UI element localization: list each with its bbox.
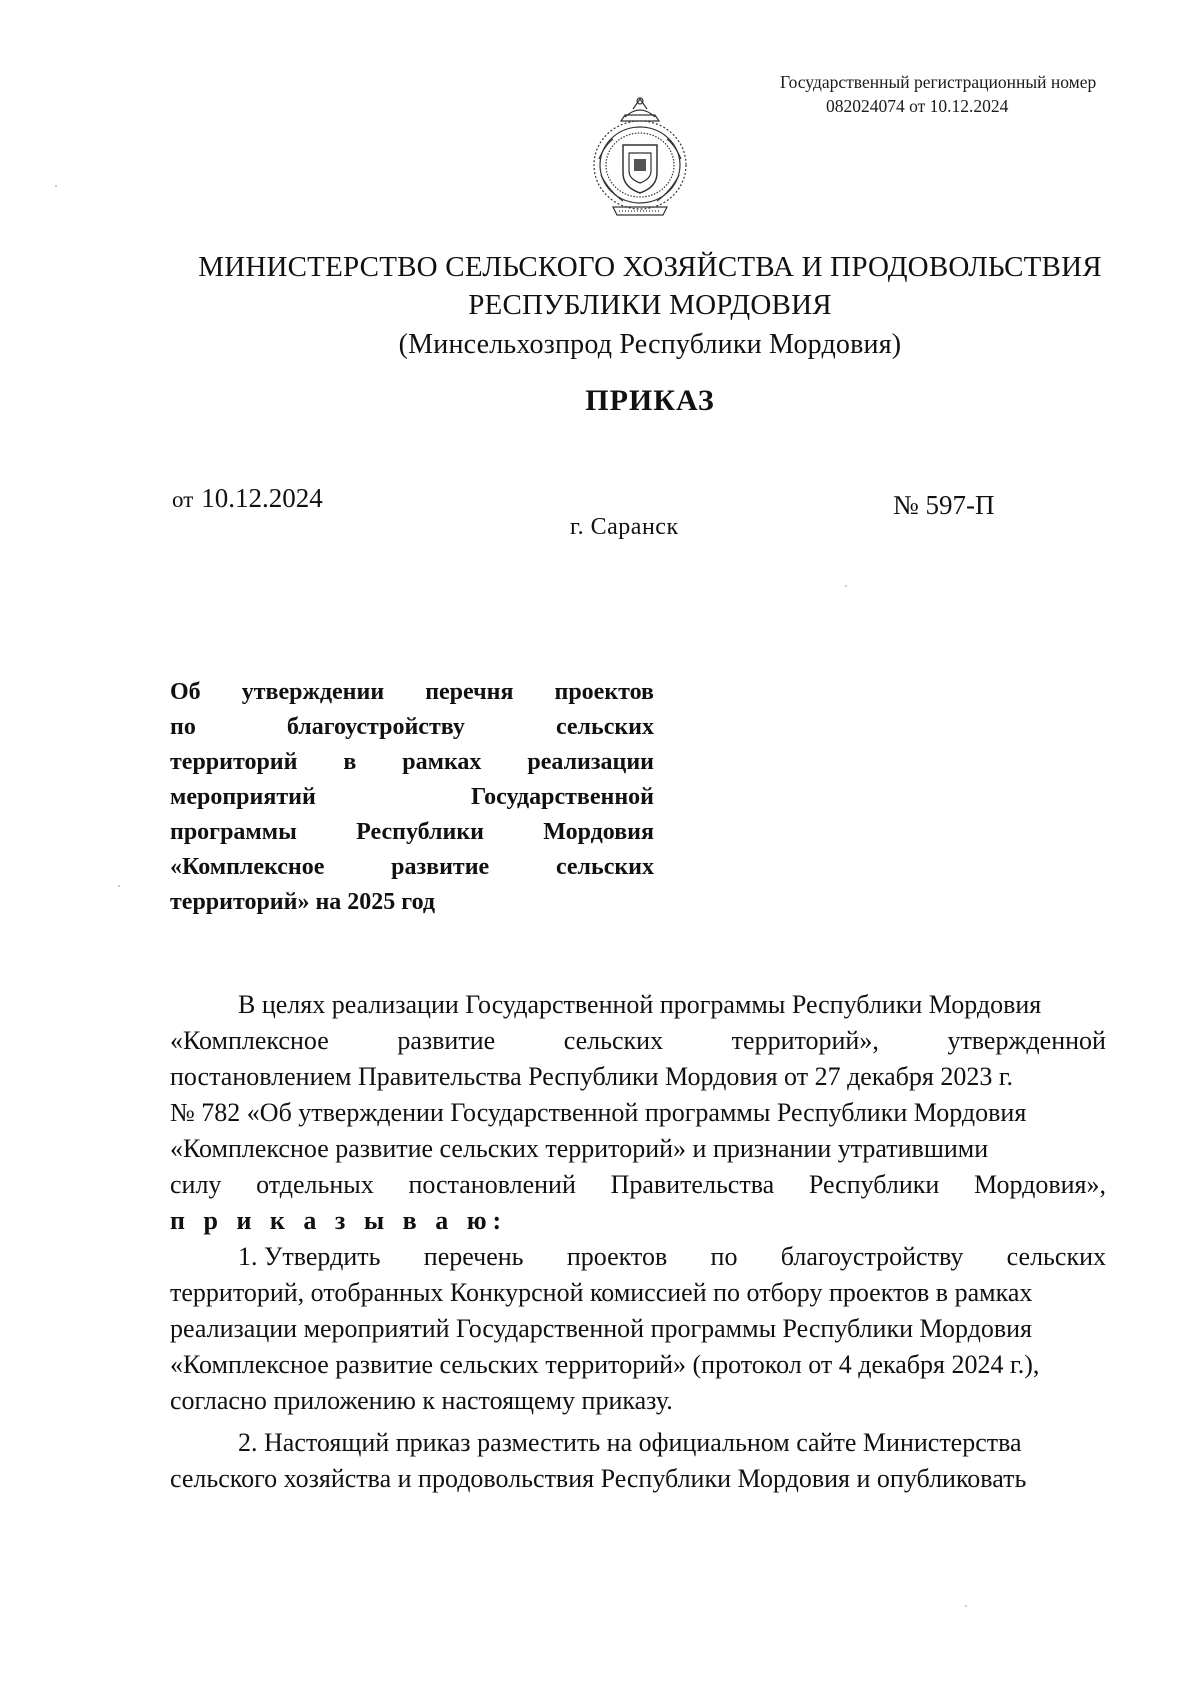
body-line	[170, 1023, 1106, 1059]
body-line	[170, 1239, 1106, 1275]
order-city: г. Саранск	[570, 514, 679, 540]
subject-word: благоустройству	[286, 714, 465, 740]
subject-word: в	[343, 749, 357, 775]
body-word: сельских	[563, 1026, 664, 1055]
body-line	[170, 987, 1106, 1023]
subject-word: Об	[170, 679, 201, 705]
body-word: постановлений	[408, 1170, 576, 1199]
subject-word: рамках	[402, 749, 482, 775]
ministry-name-line-1: МИНИСТЕРСТВО СЕЛЬСКОГО ХОЗЯЙСТВА И ПРОДОВОЛЬСТВИЯ	[198, 251, 1102, 283]
body-word: силу	[170, 1170, 222, 1199]
body-word: 1. Утвердить	[238, 1242, 381, 1271]
coat-of-arms-emblem	[585, 95, 695, 220]
body-line	[170, 1131, 1106, 1167]
body-line	[170, 1203, 1106, 1239]
body-word: согласно приложению к настоящему приказу.	[170, 1386, 673, 1415]
body-line	[170, 1461, 1106, 1497]
body-line	[170, 1275, 1106, 1311]
body-line	[170, 1383, 1106, 1419]
body-line	[170, 1311, 1106, 1347]
body-word: утвержденной	[947, 1026, 1106, 1055]
subject-word: перечня	[425, 679, 514, 705]
body-word: «Комплексное	[170, 1026, 329, 1055]
body-line	[170, 1059, 1106, 1095]
body-word: Республики	[808, 1170, 940, 1199]
body-word: Мордовия»,	[973, 1170, 1106, 1199]
body-word: Правительства	[610, 1170, 775, 1199]
body-word: перечень	[423, 1242, 524, 1271]
body-word: реализации мероприятий Государственной программы Республики Мордовия	[170, 1314, 1032, 1343]
body-word: по	[710, 1242, 738, 1271]
subject-word: утверждении	[241, 679, 385, 705]
body-word: сельских	[1006, 1242, 1106, 1271]
order-number: № 597-П	[893, 490, 995, 520]
subject-word: «Комплексное	[170, 854, 325, 880]
subject-word: по	[170, 714, 196, 740]
subject-word: проектов	[554, 679, 654, 705]
subject-line	[170, 850, 654, 885]
body-word: «Комплексное развитие сельских территорий» и признании утратившими	[170, 1134, 989, 1163]
body-word: отдельных	[256, 1170, 374, 1199]
ministry-name-line-2: РЕСПУБЛИКИ МОРДОВИЯ	[468, 289, 832, 321]
body-word: территорий, отобранных Конкурсной комиссией по отбору проектов в рамках	[170, 1278, 1033, 1307]
subject-line	[170, 780, 654, 815]
order-date	[172, 483, 323, 514]
subject-word: территорий» на 2025 год	[170, 889, 436, 915]
body-word: «Комплексное развитие сельских территорий» (протокол от 4 декабря 2024 г.),	[170, 1350, 1040, 1379]
date-value: 10.12.2024	[201, 483, 323, 513]
scan-speck	[55, 185, 57, 187]
subject-word: сельских	[555, 714, 654, 740]
subject-word: Мордовия	[543, 819, 654, 845]
subject-word: мероприятий	[170, 784, 316, 810]
registration-stamp	[780, 70, 1180, 118]
body-word: 2. Настоящий приказ разместить на официальном сайте Министерства	[238, 1428, 1022, 1457]
subject-word: Государственной	[470, 784, 654, 810]
subject-word: сельских	[555, 854, 654, 880]
subject-line	[170, 710, 654, 745]
subject-word: территорий	[170, 749, 298, 775]
scan-speck	[118, 885, 120, 887]
body-word: постановлением Правительства Республики Мордовия от 27 декабря 2023 г.	[170, 1062, 1014, 1091]
subject-line	[170, 675, 654, 710]
subject-line	[170, 745, 654, 780]
ministry-short-name: (Минсельхозпрод Республики Мордовия)	[398, 329, 902, 360]
subject-word: развитие	[391, 854, 490, 880]
date-prefix: от	[172, 487, 194, 512]
body-word: В целях реализации Государственной программы Республики Мордовия	[238, 990, 1042, 1019]
order-subject	[170, 675, 654, 920]
subject-line	[170, 815, 654, 850]
registration-line-2: 082024074 от 10.12.2024	[826, 96, 1009, 116]
order-verb: п р и к а з ы в а ю:	[170, 1206, 508, 1235]
scan-speck	[965, 1605, 967, 1607]
document-type-title: ПРИКАЗ	[585, 384, 715, 417]
registration-line-1: Государственный регистрационный номер	[780, 72, 1097, 92]
body-word: территорий»,	[731, 1026, 879, 1055]
body-word: сельского хозяйства и продовольствия Республики Мордовия и опубликовать	[170, 1464, 1027, 1493]
subject-line	[170, 885, 654, 920]
body-word: проектов	[566, 1242, 668, 1271]
body-word: № 782 «Об утверждении Государственной программы Республики Мордовия	[170, 1098, 1027, 1127]
order-body	[170, 987, 1106, 1497]
subject-word: программы	[170, 819, 297, 845]
body-line	[170, 1425, 1106, 1461]
subject-word: Республики	[356, 819, 484, 845]
body-line	[170, 1347, 1106, 1383]
scan-speck	[845, 585, 847, 587]
ministry-heading	[0, 248, 1200, 364]
subject-word: реализации	[527, 749, 654, 775]
body-word: развитие	[397, 1026, 496, 1055]
body-line	[170, 1167, 1106, 1203]
body-line	[170, 1095, 1106, 1131]
body-word: благоустройству	[780, 1242, 964, 1271]
